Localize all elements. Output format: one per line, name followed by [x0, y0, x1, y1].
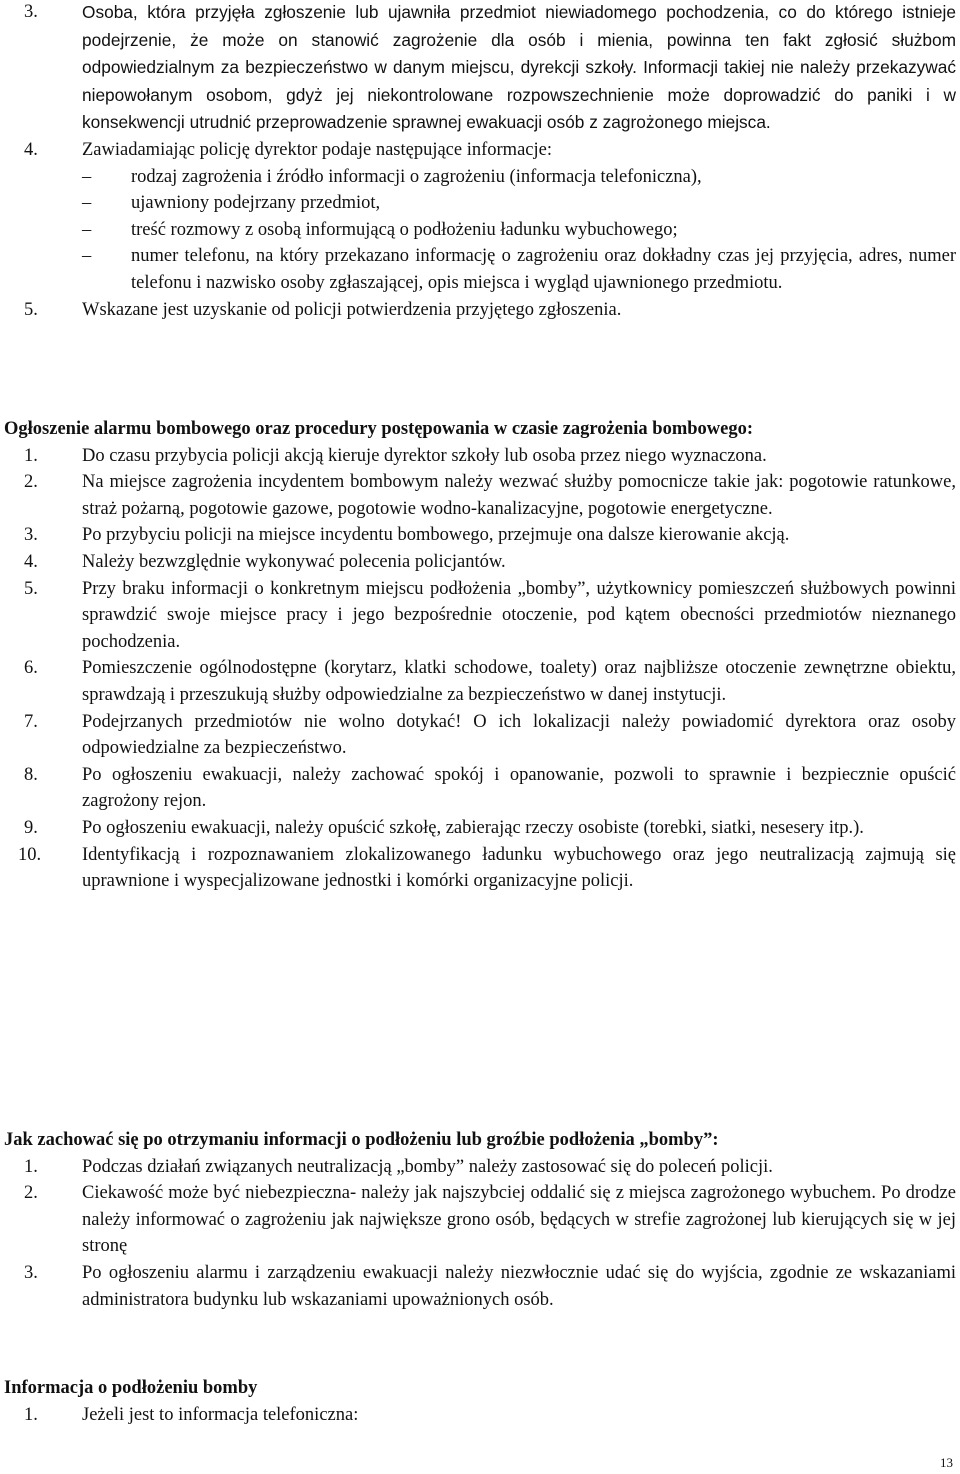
list-item	[0, 815, 960, 842]
list-item-text: Wskazane jest uzyskanie od policji potwierdzenia przyjętego zgłoszenia.	[82, 299, 622, 320]
list-item-3	[0, 0, 960, 137]
list-item-text: Pomieszczenie ogólnodostępne (korytarz, klatki schodowe, toalety) oraz najbliższe otoczenie zewnętrzne obiektu, sprawdzają i przeszukują służby odpowiedzialne za bezpieczeństwo w danej instytucji.	[82, 658, 956, 705]
list-number: 5.	[24, 578, 38, 599]
list-item-text: Do czasu przybycia policji akcją kieruje dyrektor szkoły lub osoba przez niego wyznaczona.	[82, 445, 767, 466]
list-item-text: Na miejsce zagrożenia incydentem bombowym należy wezwać służby pomocnicze takie jak: pogotowie ratunkowe, straż pożarną, pogotowie gazowe, pogotowie wodno-kanalizacyjne, pogotowie energetyczne.	[82, 472, 956, 519]
dash-item-text: ujawniony podejrzany przedmiot,	[131, 193, 381, 214]
list-item	[0, 655, 960, 708]
list-item-text: Podejrzanych przedmiotów nie wolno dotykać! O ich lokalizacji należy powiadomić dyrektora oraz osoby odpowiedzialne za bezpieczeństwo.	[82, 711, 956, 759]
section-heading: Jak zachować się po otrzymaniu informacji o podłożeniu lub groźbie podłożenia „bomby”:	[4, 1130, 719, 1150]
dash-bullet: –	[82, 246, 92, 267]
list-item	[0, 762, 960, 815]
list-number: 5.	[24, 299, 38, 320]
list-item-5	[0, 297, 960, 324]
list-item	[0, 522, 960, 549]
dash-item-text: treść rozmowy z osobą informującą o podłożeniu ładunku wybuchowego;	[131, 219, 678, 240]
list-item-text: Po przybyciu policji na miejsce incydentu bombowego, przejmuje ona dalsze kierowanie akcją.	[82, 525, 790, 546]
list-item	[0, 1260, 960, 1313]
list-number: 8.	[24, 764, 38, 785]
section-reporting	[0, 0, 960, 323]
list-item-text: Należy bezwzględnie wykonywać polecenia policjantów.	[82, 551, 506, 572]
section-threat-info	[0, 1127, 960, 1313]
list-item	[0, 709, 960, 762]
dash-bullet: –	[82, 193, 92, 214]
dash-bullet: –	[82, 166, 92, 187]
list-number: 3.	[24, 1262, 38, 1283]
list-item-text: Po ogłoszeniu alarmu i zarządzeniu ewakuacji należy niezwłocznie udać się do wyjścia, zgodnie ze wskazaniami administratora budynku lub wskazaniami upoważnionych osób.	[82, 1262, 956, 1310]
list-item	[0, 469, 960, 522]
dash-bullet: –	[82, 219, 92, 240]
list-number: 4.	[24, 551, 38, 572]
list-item-text: Identyfikacją i rozpoznawaniem zlokalizowanego ładunku wybuchowego oraz jego neutralizacją zajmują się uprawnione i wyspecjalizowane jednostki i komórki organizacyjne policji.	[82, 844, 956, 892]
section-heading: Ogłoszenie alarmu bombowego oraz procedury postępowania w czasie zagrożenia bombowego:	[4, 419, 754, 439]
dash-item	[0, 243, 960, 296]
list-item-text: Osoba, która przyjęła zgłoszenie lub ujawniła przedmiot niewiadomego pochodzenia, co do którego istnieje podejrzenie, że może on stanowić zagrożenie dla osób i mienia, powinna ten fakt zgłosić służbom odpowiedzialnym za bezpieczeństwo w danym miejscu, dyrekcji szkoły. Informacji takiej nie należy przekazywać niepowołanym osobom, gdyż jej niekontrolowane rozpowszechnienie może doprowadzić do paniki i w konsekwencji utrudnić przeprowadzenie sprawnej ewakuacji osób z zagrożonego miejsca.	[82, 2, 956, 133]
page-number: 13	[940, 1455, 953, 1470]
section-bomb-information	[0, 1375, 960, 1428]
section-heading: Informacja o podłożeniu bomby	[4, 1378, 258, 1398]
list-item-text: Po ogłoszeniu ewakuacji, należy zachować spokój i opanowanie, pozwoli to sprawnie i bezpiecznie opuścić zagrożony rejon.	[82, 764, 956, 812]
list-item-text: Przy braku informacji o konkretnym miejscu podłożenia „bomby”, użytkownicy pomieszczeń służbowych powinni sprawdzić swoje miejsce pracy i jego bezpośrednie otoczenie, pod kątem obecności przedmiotów nieznanego pochodzenia.	[82, 578, 956, 652]
list-number: 1.	[24, 445, 38, 466]
list-item	[0, 576, 960, 656]
list-number: 3.	[24, 2, 38, 22]
dash-item-text: rodzaj zagrożenia i źródło informacji o zagrożeniu (informacja telefoniczna),	[131, 166, 702, 187]
dash-list	[0, 164, 960, 297]
list-number: 1.	[24, 1156, 38, 1177]
section-bomb-alarm	[0, 416, 960, 895]
dash-item	[0, 164, 960, 191]
list-number: 3.	[24, 525, 38, 546]
list-item	[0, 1402, 960, 1429]
list-item	[0, 443, 960, 470]
list-number: 10.	[18, 844, 42, 865]
list-item	[0, 842, 960, 895]
list-number: 6.	[24, 658, 38, 679]
list-number: 4.	[24, 139, 38, 160]
list-number: 2.	[24, 472, 38, 493]
list-number: 7.	[24, 711, 38, 732]
list-item	[0, 549, 960, 576]
list-item-text: Jeżeli jest to informacja telefoniczna:	[82, 1404, 359, 1425]
list-item-4	[0, 137, 960, 164]
list-item-text: Ciekawość może być niebezpieczna- należy jak najszybciej oddalić się z miejsca zagrożonego wybuchem. Po drodze należy informować o zagrożeniu jak największe grono osób, będących w strefie zagrożonej lub kierujących się w jej stronę	[82, 1183, 956, 1257]
list-item-text: Po ogłoszeniu ewakuacji, należy opuścić szkołę, zabierając rzeczy osobiste (torebki, siatki, nesesery itp.).	[82, 817, 864, 838]
list-item-text: Zawiadamiając policję dyrektor podaje następujące informacje:	[82, 139, 552, 160]
dash-item	[0, 217, 960, 244]
list-item	[0, 1180, 960, 1260]
dash-item	[0, 190, 960, 217]
list-item-text: Podczas działań związanych neutralizacją „bomby” należy zastosować się do poleceń policji.	[82, 1156, 773, 1177]
list-item	[0, 1154, 960, 1181]
dash-item-text: numer telefonu, na który przekazano informację o zagrożeniu oraz dokładny czas jej przyjęcia, adres, numer telefonu i nazwisko osoby zgłaszającej, opis miejsca i wygląd ujawnionego przedmiotu.	[131, 246, 956, 293]
list-number: 1.	[24, 1404, 38, 1425]
list-number: 9.	[24, 817, 38, 838]
list-number: 2.	[24, 1183, 38, 1204]
